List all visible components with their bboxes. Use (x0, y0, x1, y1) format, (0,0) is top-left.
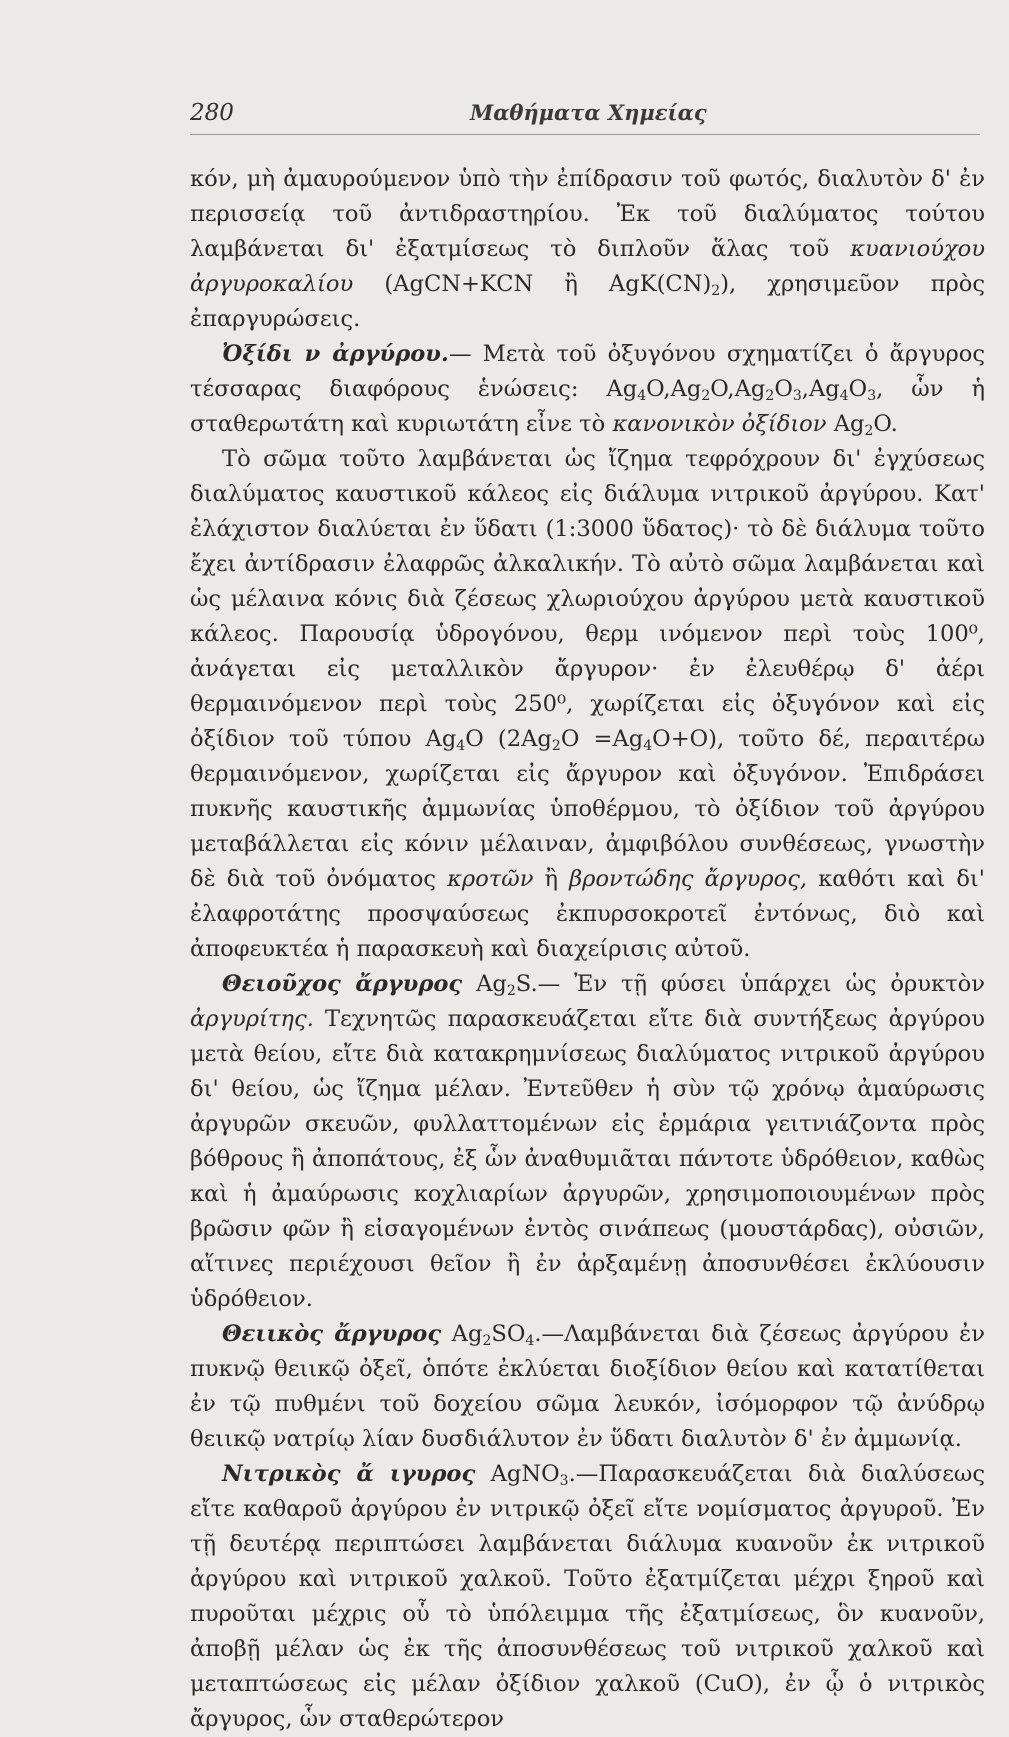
text-run: — Μετὰ τοῦ ὀξυγόνου σχηματίζει ὁ ἄργυρος τέσσαρας διαφόρους ἑνώσεις: Ag (190, 341, 985, 402)
subscript: 2 (551, 738, 561, 754)
formula: O. (873, 411, 898, 437)
paragraph-silver-oxide (190, 337, 985, 442)
term-italic: βροντώδης ἄργυρος, (569, 866, 808, 892)
formula: O (848, 376, 868, 402)
formula: AgNO (490, 1461, 560, 1487)
text-run: .—Λαμβάνεται διὰ ζέσεως ἀργύρου ἐν πυκνῷ θειικῷ ὀξεῖ, ὁπότε ἐκλύεται διοξίδιον θείου καὶ κατατίθεται ἐν τῷ πυθμένι τοῦ δοχείου σῶμα λευκόν, ἰσόμορφον τῷ ἀνύδρῳ θειικῷ νατρίῳ λίαν δυσδιάλυτον ἐν ὕδατι διαλυτὸν δ' ἐν ἀμμωνίᾳ. (190, 1321, 985, 1452)
running-title: Μαθήματα Χημείας (470, 100, 707, 125)
formula: ,Ag (801, 376, 840, 402)
subscript: 3 (792, 388, 802, 404)
subscript: 4 (456, 738, 466, 754)
text-run: κόν, μὴ ἀμαυρούμενον ὑπὸ τὴν ἐπίδρασιν τοῦ φωτός, διαλυτὸν δ' ἐν περισσείᾳ τοῦ ἀντιδραστηρίου. Ἐκ τοῦ διαλύματος τούτου λαμβάνεται δι' ἐξατμίσεως τὸ διπλοῦν ἅλας τοῦ (190, 166, 985, 262)
subscript: 4 (525, 1333, 535, 1349)
paragraph-preparation (190, 442, 985, 967)
subscript: 2 (506, 983, 516, 999)
formula: Ag (476, 971, 507, 997)
term-italic: ἀργυρίτης. (190, 1006, 314, 1032)
body-text (190, 162, 985, 1737)
formula: Ag (833, 411, 865, 437)
formula: O (774, 376, 793, 402)
paragraph-cyanide (190, 162, 985, 337)
formula: SO (491, 1321, 526, 1347)
term-italic: κανονικὸν ὀξίδιον (612, 411, 827, 437)
text-run: καθότι καὶ δι' ἐλαφροτάτης προσψαύσεως ἐκπυρσοκροτεῖ ἐντόνως, διὸ καὶ ἀποφευκτέα ἡ παρασκευὴ καὶ διαχείρισις αὐτοῦ. (190, 866, 986, 962)
subscript: 3 (867, 388, 877, 404)
formula: O (2Ag (465, 726, 552, 752)
subscript: 4 (839, 388, 849, 404)
section-term: Νιτρικὸς ἄ ιγυρος (222, 1461, 476, 1487)
subscript: 3 (559, 1473, 569, 1489)
formula: ), (720, 271, 737, 297)
formula: O,Ag (646, 376, 702, 402)
subscript: 4 (643, 738, 653, 754)
term-italic: κροτῶν (447, 866, 534, 892)
subscript: 2 (701, 388, 711, 404)
text-run: S.— Ἐν τῇ φύσει ὑπάρχει ὡς ὀρυκτὸν (515, 971, 985, 997)
text-run: Τὸ σῶμα τοῦτο λαμβάνεται ὡς ἴζημα τεφρόχρουν δι' ἐγχύσεως διαλύματος καυστικοῦ κάλεος εἰς διάλυμα νιτρικοῦ ἀργύρου. Κατ' ἐλάχιστον διαλύεται ἐν ὕδατι (1:3000 ὕδατος)· τὸ δὲ διάλυμα τοῦτο ἔχει ἀντίδρασιν ἐλαφρῶς ἀλκαλικήν. Τὸ αὐτὸ σῶμα λαμβάνεται καὶ ὡς μέλαινα κόνις διὰ ζέσεως χλωριούχου ἀργύρου μετὰ καυστικοῦ κάλεος. Παρουσίᾳ ὑδρογόνου, θερμ ινόμενον περὶ τοὺς 100⁰, ἀνάγεται εἰς μεταλλικὸν ἄργυρον· ἐν ἐλευθέρῳ δ' ἀέρι θερμαινόμενον περὶ τοὺς 250⁰, χωρίζεται εἰς ὀξυγόνον καὶ εἰς ὀξίδιον τοῦ τύπου Ag (190, 446, 985, 752)
subscript: 2 (711, 283, 721, 299)
paragraph-silver-sulfate (190, 1317, 985, 1457)
text-run: ἢ (544, 866, 559, 892)
section-term: Ὀξίδι ν ἀργύρου. (222, 341, 449, 367)
section-term: Θειικὸς ἄργυρος (222, 1321, 442, 1347)
section-term: Θειοῦχος ἄργυρος (222, 971, 463, 997)
formula: Ag (451, 1321, 483, 1347)
term-italic: κυανιούχου ἀργυροκαλίου (190, 236, 986, 297)
text-run: .—Παρασκευάζεται διὰ διαλύσεως εἴτε καθαροῦ ἀργύρου ἐν νιτρικῷ ὀξεῖ εἴτε νομίσματος ἀργυροῦ. Ἐν τῇ δευτέρᾳ περιπτώσει λαμβάνεται διάλυμα κυανοῦν ἐκ νιτρικοῦ ἀργύρου καὶ νιτρικοῦ χαλκοῦ. Τοῦτο ἐξατμίζεται μέχρι ξηροῦ καὶ πυροῦται μέχρις οὗ τὸ ὑπόλειμμα τῆς ἐξατμίσεως, ὃν κυανοῦν, ἀποβῇ μέλαν ὡς ἐκ τῆς ἀποσυνθέσεως τοῦ νιτρικοῦ χαλκοῦ καὶ μεταπτώσεως εἰς μέλαν ὀξίδιον χαλκοῦ (CuO), ἐν ᾧ ὁ νιτρικὸς ἄργυρος, ὧν σταθερώτερον (190, 1461, 985, 1732)
subscript: 2 (864, 423, 874, 439)
formula: O =Ag (560, 726, 644, 752)
paragraph-silver-sulfide (190, 967, 985, 1317)
page-header (190, 100, 980, 132)
subscript: 2 (765, 388, 775, 404)
page-number: 280 (190, 100, 234, 126)
header-rule (190, 134, 980, 135)
formula: O,Ag (710, 376, 766, 402)
text-run: , ὧν ἡ σταθερωτάτη καὶ κυριωτάτη εἶνε τὸ (190, 376, 985, 437)
formula: (AgCN+KCN ἢ AgK(CN) (384, 271, 712, 297)
text-run: Τεχνητῶς παρασκευάζεται εἴτε διὰ συντήξεως ἀργύρου μετὰ θείου, εἴτε διὰ κατακρημνίσεως διαλύματος νιτρικοῦ ἀργύρου δι' θείου, ὡς ἴζημα μέλαν. Ἐντεῦθεν ἡ σὺν τῷ χρόνῳ ἀμαύρωσις ἀργυρῶν σκευῶν, φυλλαττομένων εἰς ἑρμάρια γειτνιάζοντα πρὸς βόθρους ἢ ἀποπάτους, ἐξ ὧν ἀναθυμιᾶται πάντοτε ὑδρόθειον, καθὼς καὶ ἡ ἀμαύρωσις κοχλιαρίων ἀργυρῶν, χρησιμοποιουμένων πρὸς βρῶσιν φῶν ἢ εἰσαγομένων ἐντὸς σινάπεως (μουστάρδας), οὐσιῶν, αἵτινες περιέχουσι θεῖον ἢ ἐν ἀρξαμένῃ ἀποσυνθέσει ἐκλύουσιν ὑδρόθειον. (190, 1006, 985, 1312)
paragraph-silver-nitrate (190, 1457, 985, 1737)
text-run: χρησιμεῦον πρὸς ἐπαργυρώσεις. (190, 271, 985, 332)
text-run: O+O), τοῦτο δέ, περαιτέρω θερμαινόμενον, χωρίζεται εἰς ἄργυρον καὶ ὀξυγόνον. Ἐπιδράσει πυκνῆς καυστικῆς ἀμμωνίας ὑποθέρμου, τὸ ὀξίδιον τοῦ ἀργύρου μεταβάλλεται εἰς κόνιν μέλαιναν, ἀμφιβόλου συνθέσεως, γνωστὴν δὲ διὰ τοῦ ὀνόματος (190, 726, 985, 892)
subscript: 4 (637, 388, 647, 404)
subscript: 2 (482, 1333, 492, 1349)
